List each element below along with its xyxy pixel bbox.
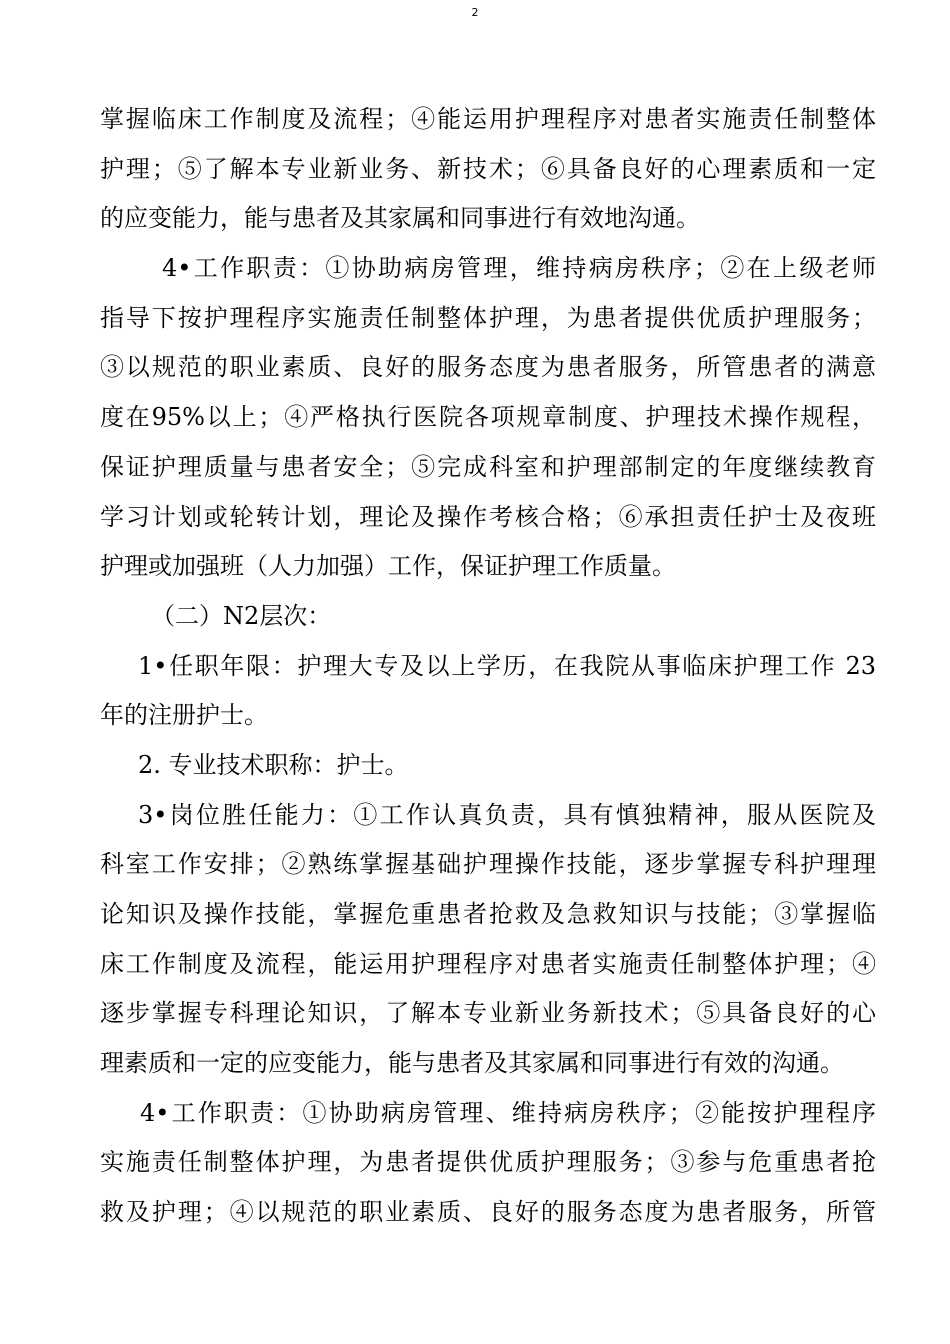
paragraph-line: 3•岗位胜任能力：①工作认真负责，具有慎独精神，服从医院及: [138, 800, 876, 829]
paragraph-line: 学习计划或轮转计划，理论及操作考核合格；⑥承担责任护士及夜班: [100, 502, 876, 531]
paragraph-line: 床工作制度及流程，能运用护理程序对患者实施责任制整体护理；④: [100, 949, 876, 978]
section-heading: （二）N2层次：: [151, 601, 332, 630]
paragraph-line: 保证护理质量与患者安全；⑤完成科室和护理部制定的年度继续教育: [100, 452, 876, 481]
paragraph-line: 1•任职年限：护理大专及以上学历，在我院从事临床护理工作 23: [138, 651, 876, 680]
paragraph-line: 年的注册护士。: [100, 701, 268, 730]
paragraph-line: 护理或加强班（人力加强）工作，保证护理工作质量。: [100, 552, 676, 581]
document-body: [100, 95, 876, 1238]
paragraph-line: 度在95%以上；④严格执行医院各项规章制度、护理技术操作规程，: [100, 403, 876, 432]
paragraph-line: 的应变能力，能与患者及其家属和同事进行有效地沟通。: [100, 204, 700, 233]
paragraph-line: 逐步掌握专科理论知识，了解本专业新业务新技术；⑤具备良好的心: [100, 999, 876, 1028]
paragraph-line: 实施责任制整体护理，为患者提供优质护理服务；③参与危重患者抢: [100, 1148, 876, 1177]
paragraph-line: 论知识及操作技能，掌握危重患者抢救及急救知识与技能；③掌握临: [100, 900, 876, 928]
paragraph-line: 科室工作安排；②熟练掌握基础护理操作技能，逐步掌握专科护理理: [100, 850, 876, 879]
paragraph-line: ③以规范的职业素质、良好的服务态度为患者服务，所管患者的满意: [100, 353, 876, 382]
paragraph-line: 4•工作职责：①协助病房管理，维持病房秩序；②在上级老师: [162, 254, 876, 283]
paragraph-line: 掌握临床工作制度及流程；④能运用护理程序对患者实施责任制整体: [100, 105, 876, 133]
paragraph-line: 救及护理；④以规范的职业素质、良好的服务态度为患者服务，所管: [100, 1198, 876, 1227]
paragraph-line: 理素质和一定的应变能力，能与患者及其家属和同事进行有效的沟通。: [100, 1049, 844, 1078]
page-number: 2: [471, 6, 479, 19]
paragraph-line: 4•工作职责：①协助病房管理、维持病房秩序；②能按护理程序: [140, 1098, 876, 1127]
paragraph-line: 护理；⑤了解本专业新业务、新技术；⑥具备良好的心理素质和一定: [100, 154, 876, 183]
paragraph-line: 2. 专业技术职称：护士。: [138, 750, 409, 779]
paragraph-line: 指导下按护理程序实施责任制整体护理，为患者提供优质护理服务；: [100, 303, 876, 332]
